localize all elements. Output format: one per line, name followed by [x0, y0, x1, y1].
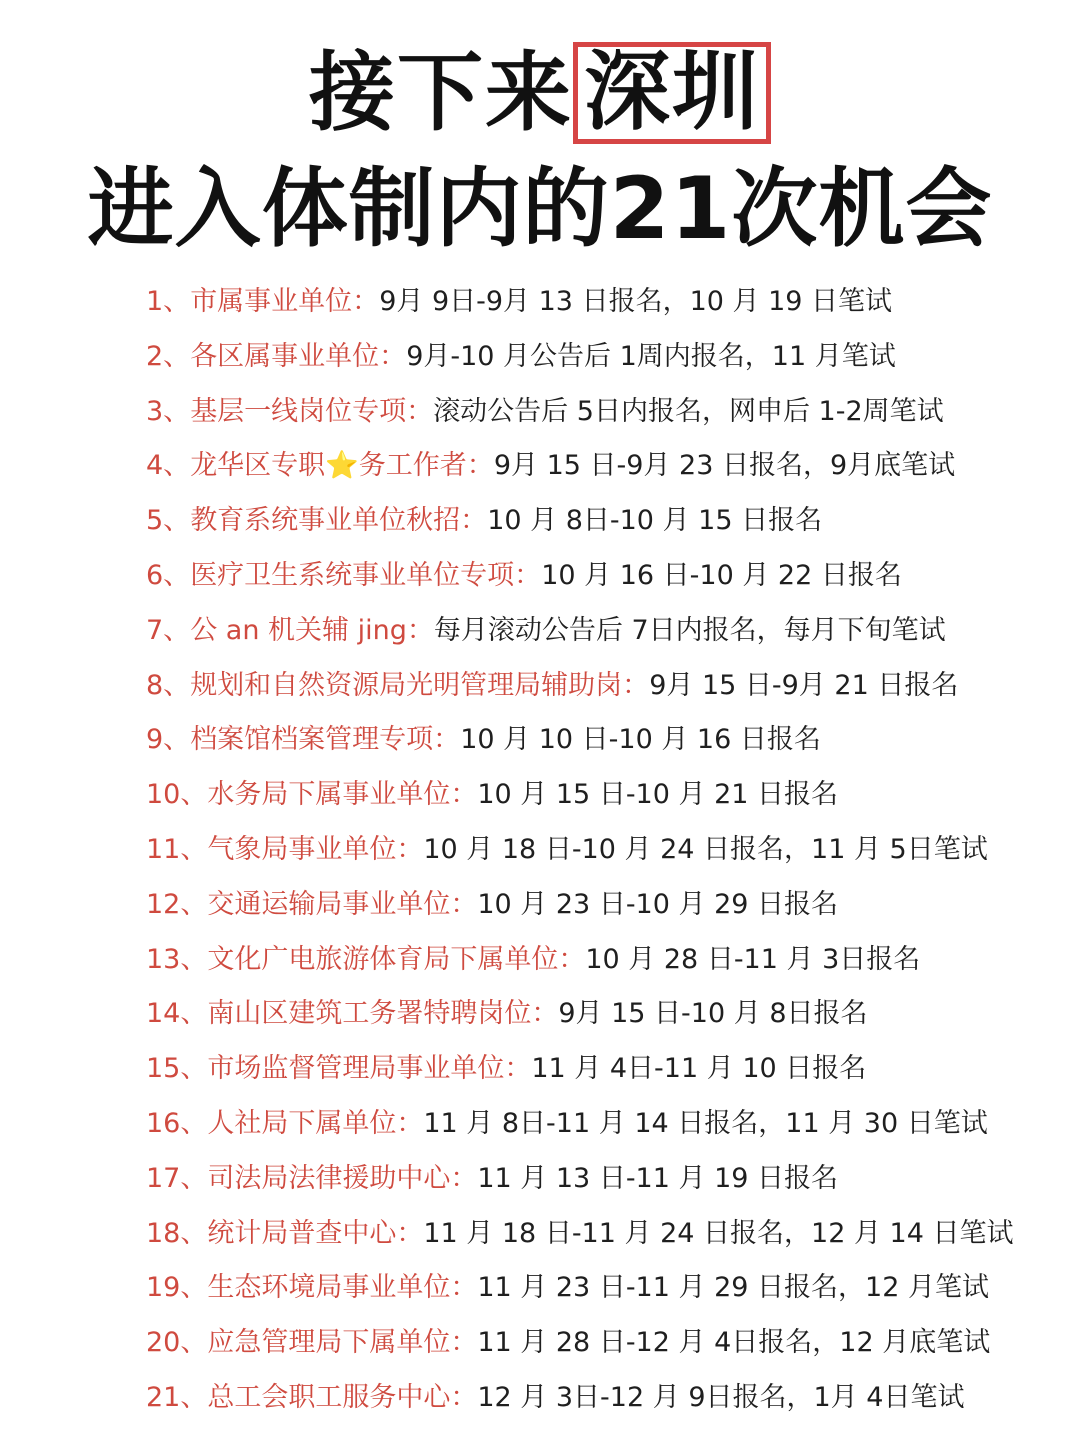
- item-number: 2、: [146, 340, 191, 372]
- list-item: [146, 282, 1046, 337]
- item-number: 9、: [146, 724, 191, 756]
- item-name: 市属事业单位：: [190, 286, 380, 317]
- list-item: [146, 940, 1046, 995]
- item-number: 21、: [146, 1381, 208, 1413]
- item-name: 司法局法律援助中心：: [207, 1162, 478, 1194]
- item-name: 龙华区专职⭐务工作者：: [190, 450, 494, 482]
- item-number: 19、: [146, 1272, 208, 1304]
- item-detail: 每月滚动公告后 7日内报名，每月下旬笔试: [433, 614, 946, 646]
- item-detail: 12 月 3日-12 月 9日报名，1月 4日笔试: [477, 1381, 965, 1413]
- list-item: [146, 1049, 1046, 1104]
- item-number: 12、: [146, 888, 208, 920]
- item-detail: 滚动公告后 5日内报名，网申后 1-2周笔试: [433, 395, 944, 427]
- item-name: 市场监督管理局事业单位：: [207, 1053, 532, 1085]
- item-number: 18、: [146, 1217, 208, 1249]
- item-detail: 10 月 23 日-10 月 29 日报名: [477, 888, 839, 920]
- item-name: 文化广电旅游体育局下属单位：: [207, 943, 586, 975]
- item-name: 交通运输局事业单位：: [207, 888, 478, 920]
- item-number: 8、: [146, 669, 191, 701]
- list-item: [146, 1378, 1046, 1433]
- list-item: [146, 1268, 1046, 1323]
- item-number: 14、: [146, 998, 208, 1030]
- title-line-1: [0, 38, 1080, 148]
- item-number: 11、: [146, 833, 208, 865]
- item-number: 13、: [146, 943, 208, 975]
- item-name: 公 an 机关辅 jing：: [190, 614, 434, 646]
- list-item: [146, 501, 1046, 556]
- item-name: 水务局下属事业单位：: [207, 779, 478, 811]
- page-title: [0, 38, 1080, 266]
- item-name: 各区属事业单位：: [190, 340, 407, 372]
- title-plain-text: 接下来: [309, 43, 573, 143]
- item-number: 6、: [146, 559, 191, 591]
- item-number: 4、: [146, 450, 191, 482]
- item-name: 规划和自然资源局光明管理局辅助岗：: [190, 669, 650, 701]
- item-number: 16、: [146, 1107, 208, 1139]
- item-detail: 11 月 18 日-11 月 24 日报名，12 月 14 日笔试: [423, 1217, 1014, 1249]
- item-detail: 11 月 8日-11 月 14 日报名，11 月 30 日笔试: [423, 1107, 988, 1139]
- item-name: 统计局普查中心：: [207, 1217, 424, 1249]
- item-name: 应急管理局下属单位：: [207, 1327, 478, 1359]
- item-number: 1、: [146, 286, 191, 317]
- item-number: 7、: [146, 614, 191, 646]
- title-line-2: 进入体制内的21次机会: [87, 159, 993, 259]
- item-detail: 11 月 13 日-11 月 19 日报名: [477, 1162, 839, 1194]
- title-boxed-text: 深圳: [573, 42, 771, 144]
- list-item: [146, 830, 1046, 885]
- list-item: [146, 556, 1046, 611]
- item-name: 教育系统事业单位秋招：: [190, 505, 488, 537]
- item-detail: 9月 15 日-9月 23 日报名，9月底笔试: [493, 450, 956, 482]
- item-detail: 10 月 15 日-10 月 21 日报名: [477, 779, 839, 811]
- list-item: [146, 1323, 1046, 1378]
- item-detail: 11 月 28 日-12 月 4日报名，12 月底笔试: [477, 1327, 991, 1359]
- list-item: [146, 666, 1046, 721]
- list-item: [146, 446, 1046, 501]
- item-name: 基层一线岗位专项：: [190, 395, 434, 427]
- list-item: [146, 611, 1046, 666]
- item-name: 总工会职工服务中心：: [207, 1381, 478, 1413]
- item-number: 10、: [146, 779, 208, 811]
- list-item: [146, 1104, 1046, 1159]
- list-item: [146, 720, 1046, 775]
- list-item: [146, 994, 1046, 1049]
- item-name: 档案馆档案管理专项：: [190, 724, 461, 756]
- item-name: 气象局事业单位：: [207, 833, 424, 865]
- list-item: [146, 337, 1046, 392]
- list-item: [146, 1214, 1046, 1269]
- list-item: [146, 775, 1046, 830]
- item-detail: 10 月 18 日-10 月 24 日报名，11 月 5日笔试: [423, 833, 988, 865]
- item-detail: 9月 15 日-10 月 8日报名: [558, 998, 868, 1030]
- item-number: 17、: [146, 1162, 208, 1194]
- item-name: 生态环境局事业单位：: [207, 1272, 478, 1304]
- list-item: [146, 885, 1046, 940]
- item-number: 15、: [146, 1053, 208, 1085]
- item-detail: 9月 9日-9月 13 日报名，10 月 19 日笔试: [379, 286, 893, 317]
- item-number: 5、: [146, 505, 191, 537]
- opportunity-list: [146, 282, 1046, 1433]
- item-name: 人社局下属单位：: [207, 1107, 424, 1139]
- list-item: [146, 1159, 1046, 1214]
- item-detail: 9月-10 月公告后 1周内报名，11 月笔试: [406, 340, 896, 372]
- item-detail: 9月 15 日-9月 21 日报名: [649, 669, 959, 701]
- item-name: 南山区建筑工务署特聘岗位：: [207, 998, 559, 1030]
- item-detail: 10 月 8日-10 月 15 日报名: [487, 505, 823, 537]
- item-detail: 11 月 23 日-11 月 29 日报名，12 月笔试: [477, 1272, 989, 1304]
- item-detail: 11 月 4日-11 月 10 日报名: [531, 1053, 867, 1085]
- item-detail: 10 月 10 日-10 月 16 日报名: [460, 724, 821, 756]
- item-name: 医疗卫生系统事业单位专项：: [190, 559, 542, 591]
- item-detail: 10 月 28 日-11 月 3日报名: [585, 943, 921, 975]
- item-number: 3、: [146, 395, 191, 427]
- item-number: 20、: [146, 1327, 208, 1359]
- item-detail: 10 月 16 日-10 月 22 日报名: [541, 559, 902, 591]
- list-item: [146, 392, 1046, 447]
